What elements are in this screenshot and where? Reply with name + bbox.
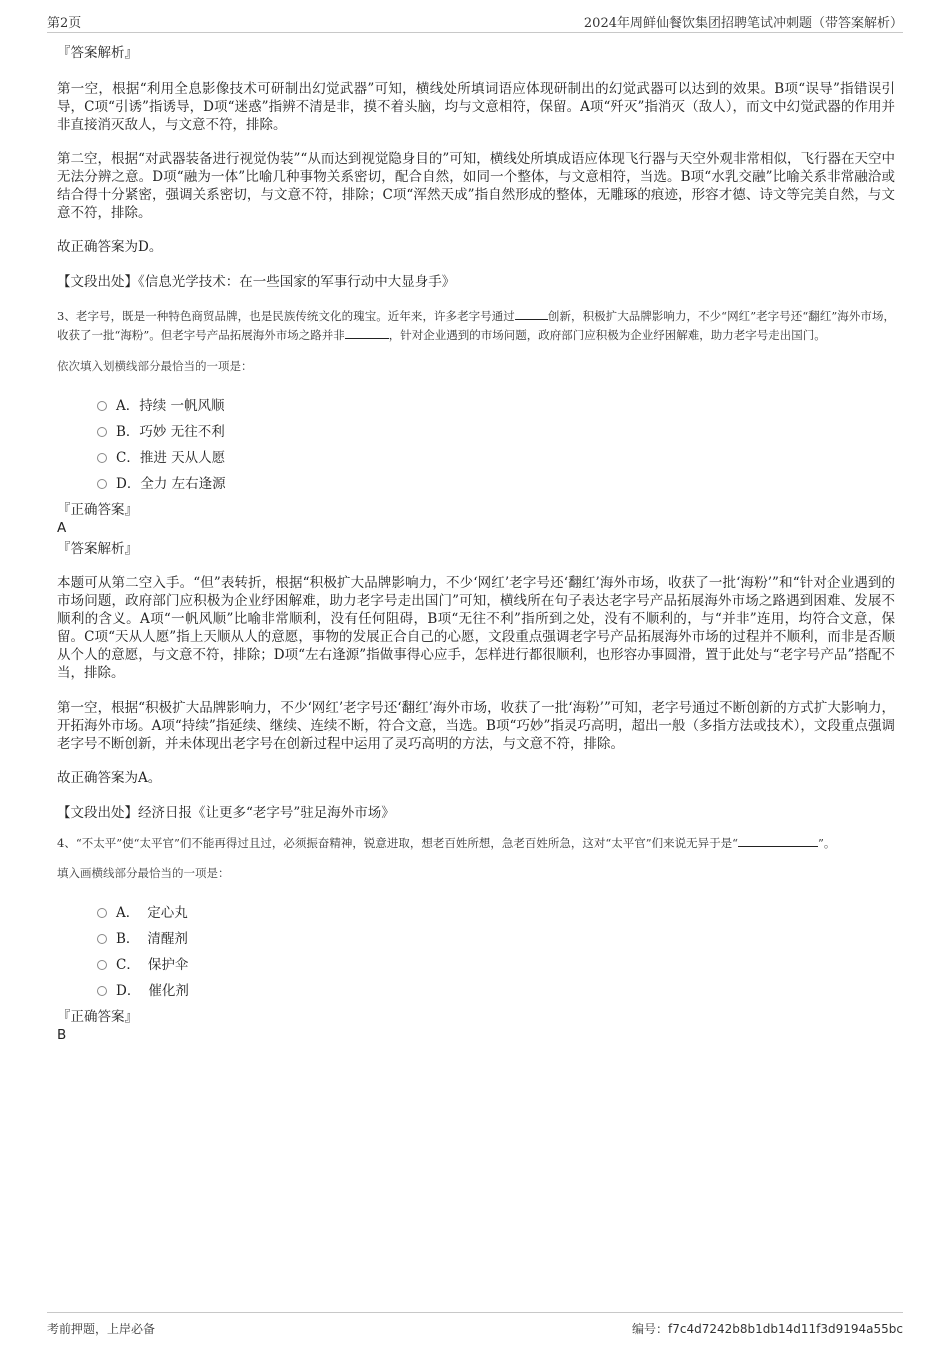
q4-option-d[interactable]: D． 催化剂 [97,976,895,1002]
q3-conclusion: 故正确答案为A。 [57,770,162,786]
q4-option-b[interactable]: B． 清醒剂 [97,924,895,950]
radio-icon[interactable] [97,401,107,411]
q3-stem-part2: 创新，积极扩大品牌影响力，不少“网红”老字号还“翻红”海外市场，收获了一批“海粉”。但老字号产品拓展海外市场之路并非 [57,309,896,342]
q3-blank-2 [345,326,389,339]
q4-answer-label: 『正确答案』 [57,1009,138,1025]
q4-prompt: 填入画横线部分最恰当的一项是： [57,866,230,880]
q3-analysis-p1: 本题可从第二空入手。“但”表转折，根据“积极扩大品牌影响力，不少‘网红’老字号还‘翻红’海外市场，收获了一批‘海粉’”和“针对企业遇到的市场问题，政府部门应积极为企业纾困解难，助力老字号走出国门”可知，横线所在句子表达老字号产品拓展海外市场之路遇到困难、发展不顺利的含义。A项“一帆风顺”比喻非常顺利，没有任何阻碍，B项“无往不利”指所到之处，没有不顺利的，与“并非”连用，均符合文意，保留。C项“天从人愿”指上天顺从人的意愿，事物的发展正合自己的心愿，文段重点强调老字号产品拓展海外市场的过程并不顺利，而非是否顺从个人的意愿，与文意不符，排除；D项“左右逢源”指做事得心应手，怎样进行都很顺利，也形容办事圆滑，置于此处与“老字号产品”搭配不当，排除。 [57,575,895,681]
radio-icon[interactable] [97,908,107,918]
radio-icon[interactable] [97,986,107,996]
q4-stem-part2: ”。 [817,836,836,850]
q3-option-d[interactable]: D． 全力 左右逢源 [97,469,895,495]
q3-answer: A [57,520,67,536]
q3-stem-part3: ，针对企业遇到的市场问题，政府部门应积极为企业纾困解难，助力老字号走出国门。 [388,328,826,342]
radio-icon[interactable] [97,427,107,437]
q2-analysis-label: 『答案解析』 [57,45,138,61]
q3-option-b[interactable]: B． 巧妙 无往不利 [97,417,895,443]
q3-options [57,391,895,495]
q3-stem-part1: 3、老字号，既是一种特色商贸品牌，也是民族传统文化的瑰宝。近年来，许多老字号通过 [57,309,515,323]
q4-option-a[interactable]: A． 定心丸 [97,898,895,924]
page-number: 第2页 [47,16,82,31]
q3-option-a[interactable]: A． 持续 一帆风顺 [97,391,895,417]
q2-analysis-p1: 第一空，根据“利用全息影像技术可研制出幻觉武器”可知，横线处所填词语应体现研制出的幻觉武器可以达到的效果。B项“误导”指错误引导，C项“引诱”指诱导，D项“迷惑”指辨不清是非，摸不着头脑，均与文意相符，保留。A项“歼灭”指消灭（敌人），而文中幻觉武器的作用并非直接消灭敌人，与文意不符，排除。 [57,81,895,133]
q4-stem [57,834,895,853]
q4-option-c[interactable]: C． 保护伞 [97,950,895,976]
page-header [47,12,903,33]
q3-analysis-p2: 第一空，根据“积极扩大品牌影响力，不少‘网红’老字号还‘翻红’海外市场，收获了一批‘海粉’”可知，老字号通过不断创新的方式扩大影响力，开拓海外市场。A项“持续”指延续、继续、连续不断，符合文意，当选。B项“巧妙”指灵巧高明，超出一般（多指方法或技术），文段重点强调老字号不断创新，并未体现出老字号在创新过程中运用了灵巧高明的方法，与文意不符，排除。 [57,700,895,752]
q2-analysis-p2: 第二空，根据“对武器装备进行视觉伪装”“从而达到视觉隐身目的”可知，横线处所填成语应体现飞行器与天空外观非常相似，飞行器在天空中无法分辨之意。D项“融为一体”比喻几种事物关系密切，配合自然，如同一个整体，与文意相符，当选。B项“水乳交融”比喻关系非常融洽或结合得十分紧密，强调关系密切，与文意不符，排除；C项“浑然天成”指自然形成的整体，无雕琢的痕迹，形容才德、诗文等完美自然，与文意不符，排除。 [57,151,895,221]
document-code: 编号：f7c4d7242b8b1db14d11f3d9194a55bc [631,1322,903,1336]
radio-icon[interactable] [97,453,107,463]
q4-answer: B [57,1027,67,1043]
q2-conclusion: 故正确答案为D。 [57,239,163,255]
q4-blank [738,834,818,847]
q3-analysis-label: 『答案解析』 [57,541,138,557]
radio-icon[interactable] [97,960,107,970]
q3-option-c[interactable]: C． 推进 天从人愿 [97,443,895,469]
q3-prompt: 依次填入划横线部分最恰当的一项是： [57,359,253,373]
page-content [57,44,895,1044]
q4-options [57,898,895,1002]
q3-blank-1 [515,307,548,320]
q4-stem-part1: 4、“不太平”使“太平官”们不能再得过且过，必须振奋精神，锐意进取，想老百姓所想，急老百姓所急，这对“太平官”们来说无异于是“ [57,836,738,850]
q3-source: 【文段出处】经济日报《让更多“老字号”驻足海外市场》 [57,805,395,821]
q2-source: 【文段出处】《信息光学技术：在一些国家的军事行动中大显身手》 [57,274,456,290]
document-title: 2024年周鲜仙餐饮集团招聘笔试冲刺题（带答案解析） [583,16,903,31]
q3-answer-label: 『正确答案』 [57,502,138,518]
footer-slogan: 考前押题，上岸必备 [47,1322,156,1336]
page-footer [47,1312,903,1337]
radio-icon[interactable] [97,934,107,944]
radio-icon[interactable] [97,479,107,489]
q3-stem [57,307,895,345]
